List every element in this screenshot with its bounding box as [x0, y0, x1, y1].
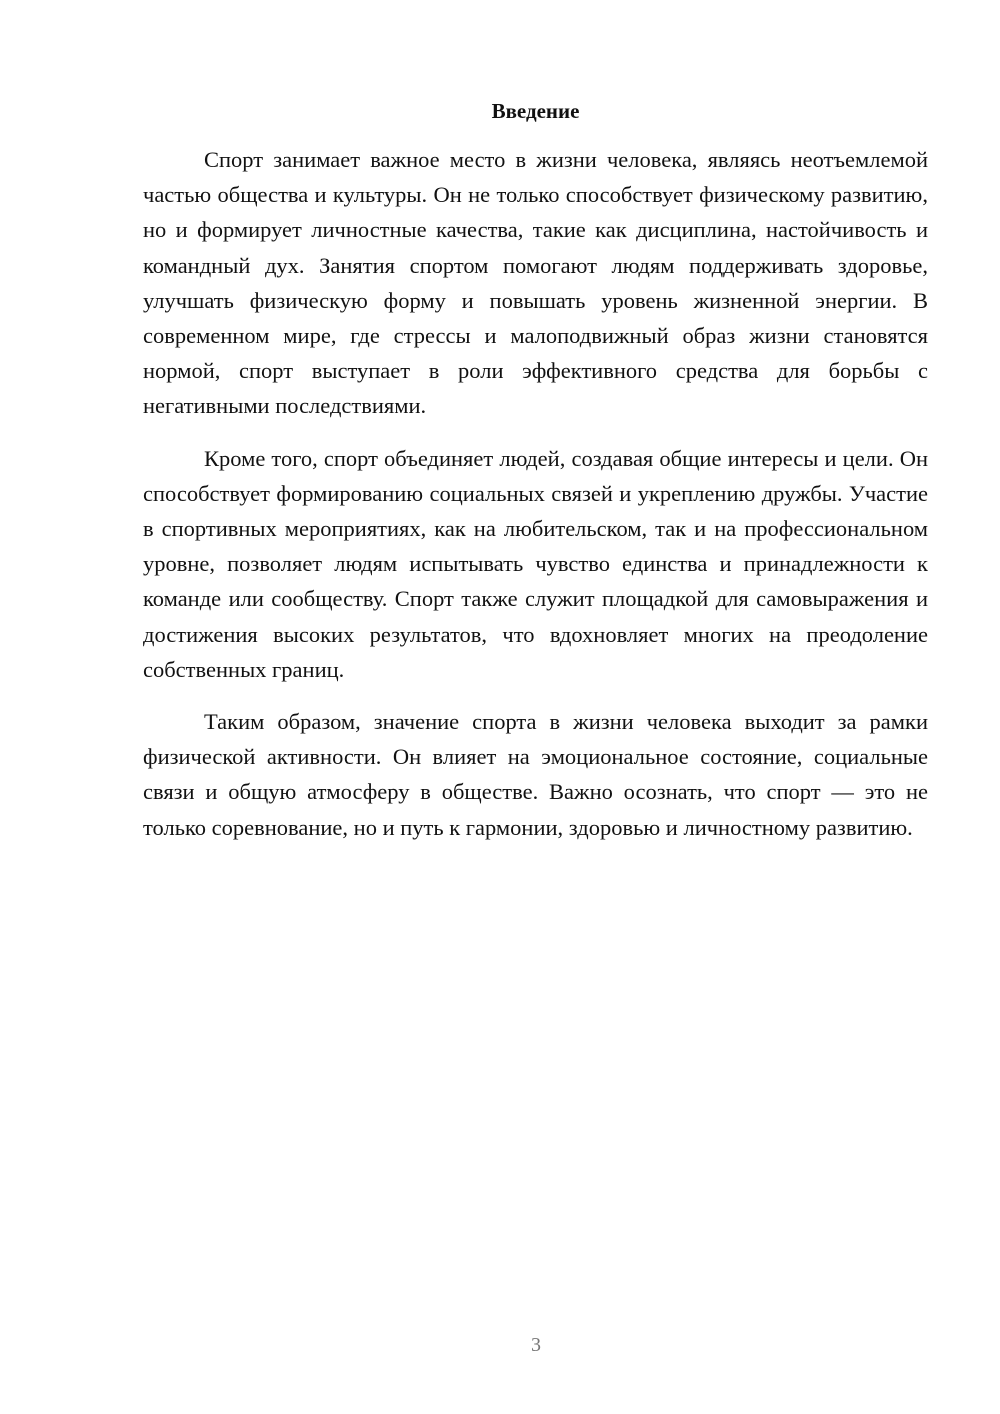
paragraph-1: Спорт занимает важное место в жизни человека, являясь неотъемлемой частью общества и культуры. Он не только способствует физическому развитию, но и формирует личностные качества, такие как дисциплина, настойчивость и командный дух. Занятия спортом помогают людям поддерживать здоровье, улучшать физическую форму и повышать уровень жизненной энергии. В современном мире, где стрессы и малоподвижный образ жизни становятся нормой, спорт выступает в роли эффективного средства для борьбы с негативными последствиями. — [143, 147, 928, 419]
paragraph-2: Кроме того, спорт объединяет людей, создавая общие интересы и цели. Он способствует формированию социальных связей и укреплению дружбы. Участие в спортивных мероприятиях, как на любительском, так и на профессиональном уровне, позволяет людям испытывать чувство единства и принадлежности к команде или сообществу. Спорт также служит площадкой для самовыражения и достижения высоких результатов, что вдохновляет многих на преодоление собственных границ. — [143, 445, 928, 682]
page-number: 3 — [531, 1334, 541, 1356]
body-text — [143, 142, 928, 862]
section-title: Введение — [491, 99, 580, 123]
paragraph-3: Таким образом, значение спорта в жизни человека выходит за рамки физической активности. Он влияет на эмоциональное состояние, социальные связи и общую атмосферу в обществе. Важно осознать, что спорт — это не только соревнование, но и путь к гармонии, здоровью и личностному развитию. — [143, 709, 928, 840]
